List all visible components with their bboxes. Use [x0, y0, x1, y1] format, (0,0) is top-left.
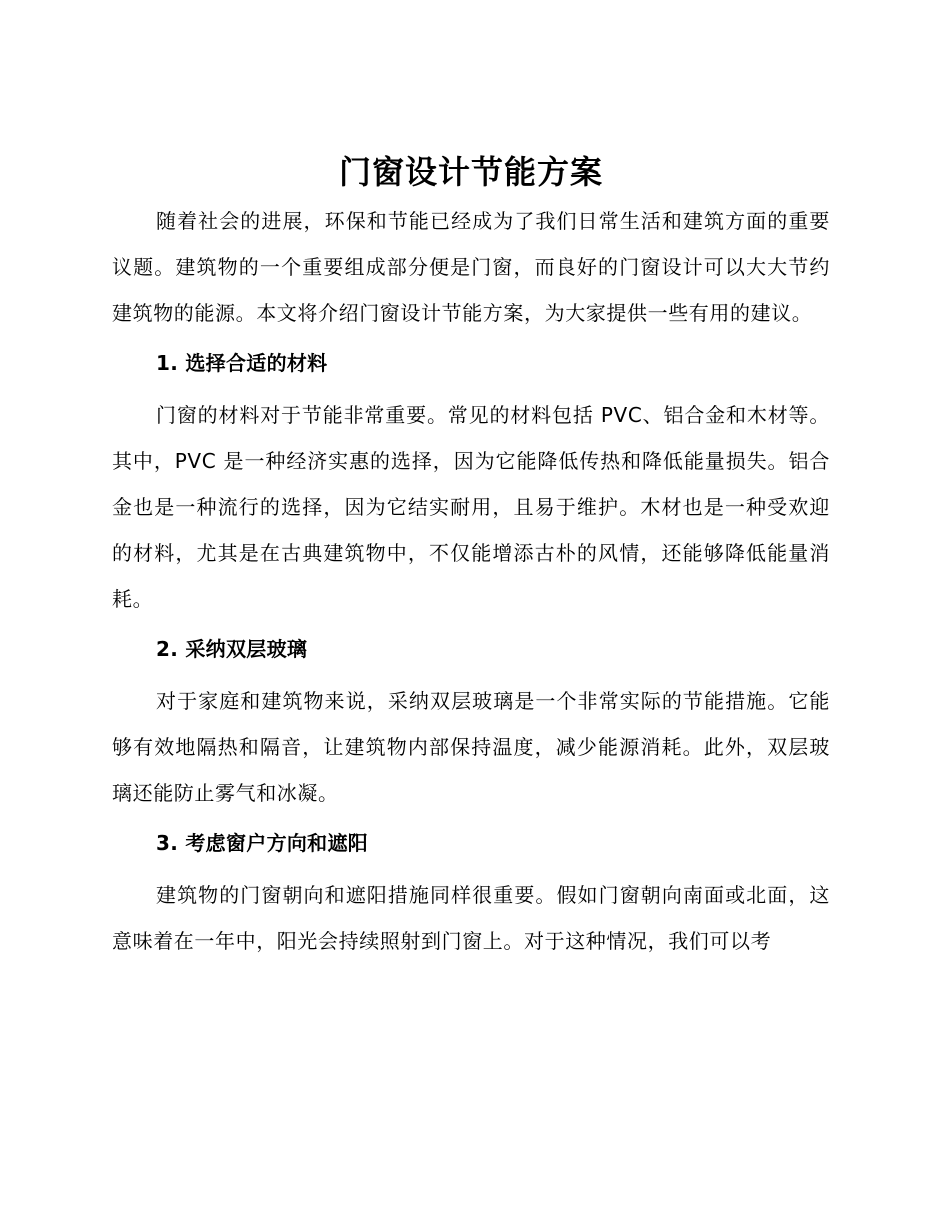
- section-3-heading: 3. 考虑窗户方向和遮阳: [156, 831, 369, 855]
- section-1-body: 门窗的材料对于节能非常重要。常见的材料包括 PVC、铝合金和木材等。其中，PVC 是一种经济实惠的选择，因为它能降低传热和降低能量损失。铝合金也是一种流行的选择，因为它结实耐用，且易于维护。木材也是一种受欢迎的材料，尤其是在古典建筑物中，不仅能增添古朴的风情，还能够降低能量消耗。: [112, 403, 830, 611]
- document-title: 门窗设计节能方案: [338, 153, 603, 191]
- intro-paragraph: 随着社会的进展，环保和节能已经成为了我们日常生活和建筑方面的重要议题。建筑物的一个重要组成部分便是门窗，而良好的门窗设计可以大大节约建筑物的能源。本文将介绍门窗设计节能方案，为大家提供一些有用的建议。: [112, 209, 830, 325]
- document-page: [112, 148, 830, 964]
- section-3-body: 建筑物的门窗朝向和遮阳措施同样很重要。假如门窗朝向南面或北面，这意味着在一年中，阳光会持续照射到门窗上。对于这种情况，我们可以考: [112, 883, 830, 953]
- section-2-body: 对于家庭和建筑物来说，采纳双层玻璃是一个非常实际的节能措施。它能够有效地隔热和隔音，让建筑物内部保持温度，减少能源消耗。此外，双层玻璃还能防止雾气和冰凝。: [112, 689, 830, 805]
- section-2-heading: 2. 采纳双层玻璃: [156, 637, 308, 661]
- section-1-heading: 1. 选择合适的材料: [156, 351, 328, 375]
